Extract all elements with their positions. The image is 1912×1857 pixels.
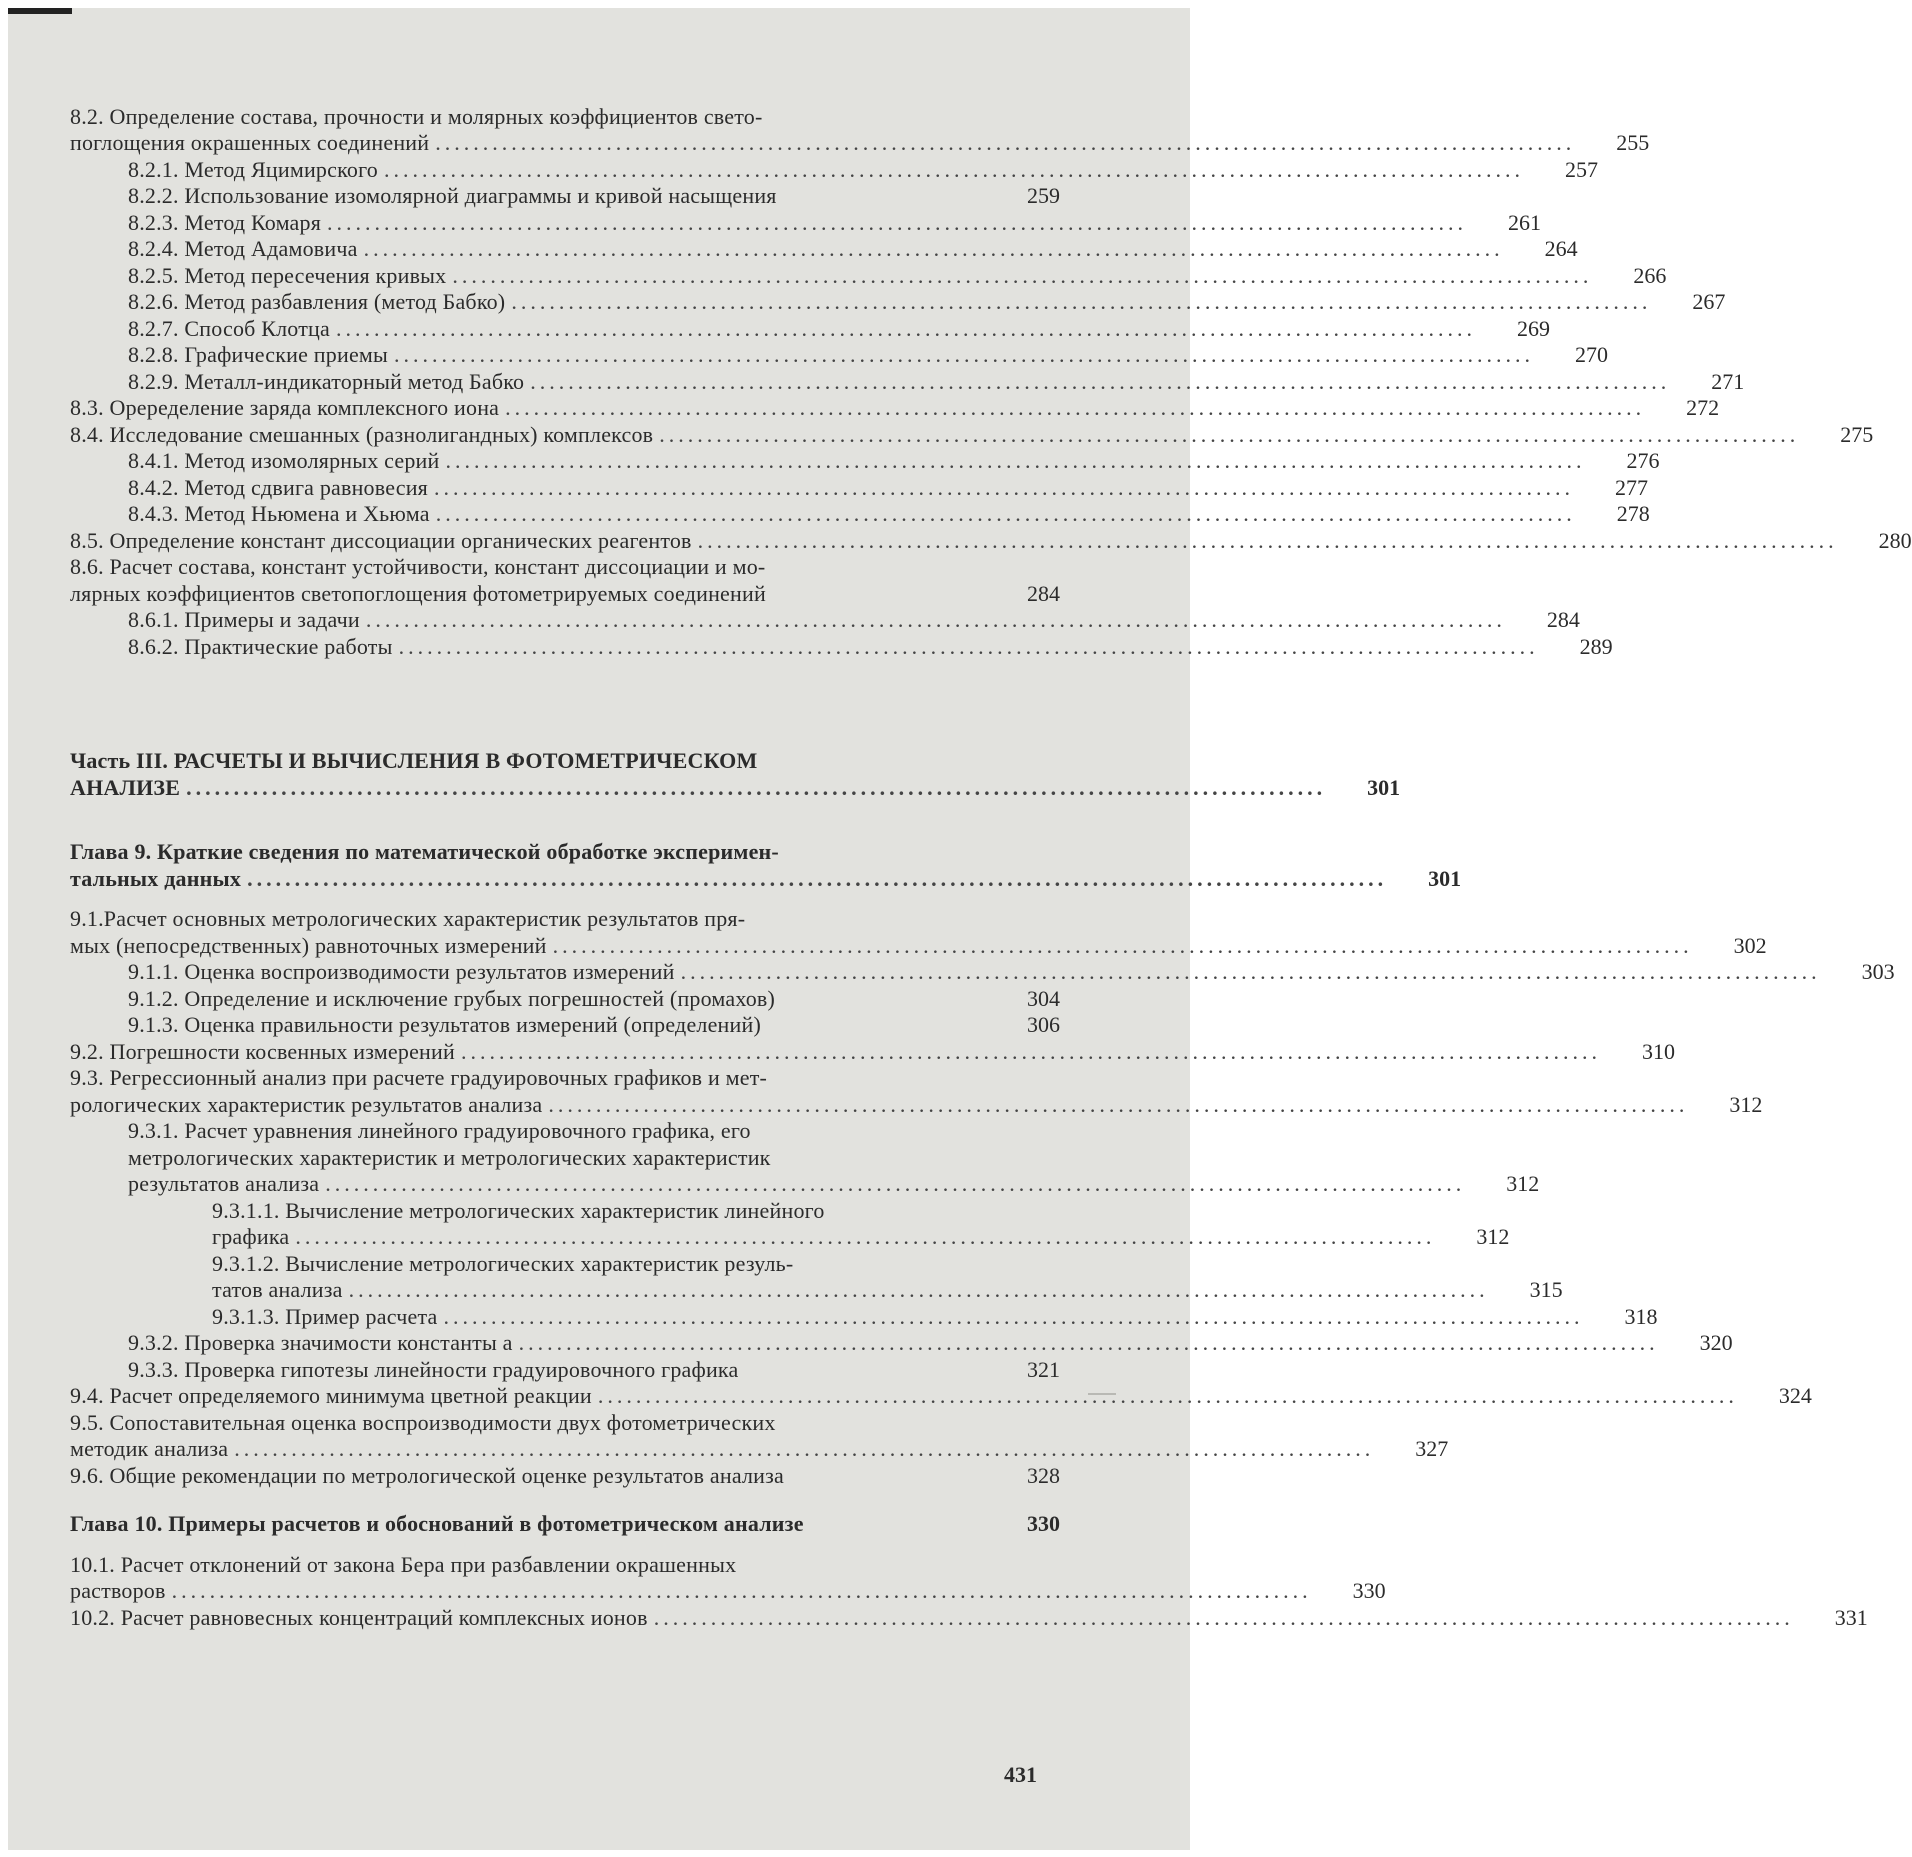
- toc-entry: [70, 1118, 1060, 1145]
- toc-entry: [70, 1604, 1868, 1631]
- toc-entry: [70, 1277, 1563, 1304]
- toc-page-number: 278: [1616, 501, 1650, 526]
- toc-page-number: 306: [1027, 1012, 1060, 1037]
- toc-entry-title: 9.6. Общие рекомендации по метрологической оценке результатов анализа: [70, 1462, 785, 1488]
- toc-entry: [70, 748, 1060, 775]
- toc-entry-title: метрологических характеристик и метрологических характеристик: [128, 1144, 771, 1170]
- toc-dot-leader: ........................................................................................................................: [680, 959, 1821, 984]
- toc-entry-title: поглощения окрашенных соединений: [70, 130, 430, 155]
- toc-dot-leader: ........................................................................................................................: [171, 1578, 1312, 1603]
- toc-entry: [70, 959, 1895, 986]
- toc-entry: [70, 1303, 1658, 1330]
- toc-entry-title: 9.3.1.2. Вычисление метрологических характеристик резуль-: [212, 1250, 794, 1276]
- toc-entry-title: 9.5. Сопоставительная оценка воспроизводимости двух фотометрических: [70, 1409, 776, 1435]
- toc-entry-title: 8.2.2. Использование изомолярной диаграммы и кривой насыщения: [128, 183, 777, 208]
- toc-dot-leader: ........................................................................................................................: [327, 209, 1468, 235]
- toc-entry: [70, 633, 1613, 660]
- toc-dot-leader: ........................................................................................................................: [511, 289, 1652, 314]
- toc-entry: [70, 1462, 1060, 1489]
- toc-entry-title: 8.2.4. Метод Адамовича: [128, 236, 358, 261]
- toc-page-number: 271: [1711, 368, 1745, 394]
- toc-entry-title: татов анализа: [212, 1277, 343, 1302]
- toc-page-number: 266: [1633, 262, 1667, 288]
- toc-entry-title: 10.1. Расчет отклонений от закона Бера при разбавлении окрашенных: [70, 1551, 737, 1577]
- toc-entry-title: 9.1.Расчет основных метрологических характеристик результатов пря-: [70, 906, 746, 931]
- toc-entry-title: 8.4.2. Метод сдвига равновесия: [128, 474, 428, 500]
- toc-page-number: 301: [1367, 774, 1401, 800]
- toc-entry-title: Глава 10. Примеры расчетов и обоснований в фотометрическом анализе: [70, 1511, 804, 1536]
- toc-page-number: 304: [1027, 985, 1060, 1011]
- toc-entry-title: методик анализа: [70, 1436, 229, 1461]
- toc-entry: [70, 839, 1060, 866]
- toc-dot-leader: ........................................................................................................................: [398, 633, 1539, 659]
- toc-entry-title: 9.1.2. Определение и исключение грубых погрешностей (промахов): [128, 985, 776, 1011]
- section-gap: [70, 801, 1060, 839]
- toc-dot-leader: ........................................................................................................................: [247, 865, 1388, 891]
- toc-entry-title: 9.3.1.3. Пример расчета: [212, 1303, 438, 1329]
- toc-entry-title: 8.6.1. Примеры и задачи: [128, 607, 360, 632]
- toc-dot-leader: ........................................................................................................................: [548, 1091, 1689, 1117]
- toc-entry-title: 8.2. Определение состава, прочности и молярных коэффициентов свето-: [70, 103, 763, 129]
- toc-page-number: 301: [1428, 865, 1462, 891]
- toc-entry-title: 8.4.1. Метод изомолярных серий: [128, 448, 440, 473]
- toc-dot-leader: ........................................................................................................................: [394, 342, 1535, 367]
- toc-entry-title: 9.1.3. Оценка правильности результатов измерений (определений): [128, 1012, 762, 1037]
- toc-page-number: 312: [1506, 1171, 1540, 1196]
- toc-entry: [70, 580, 1060, 607]
- toc-dot-leader: ........................................................................................................................: [518, 1330, 1659, 1355]
- toc-page-number: 257: [1564, 156, 1598, 182]
- toc-dot-leader: ........................................................................................................................: [530, 368, 1671, 394]
- toc-page-number: 264: [1544, 236, 1578, 261]
- toc-page-number: 331: [1834, 1604, 1868, 1630]
- toc-entry-title: 8.6.2. Практические работы: [128, 633, 393, 659]
- toc-dot-leader: ........................................................................................................................: [460, 1038, 1601, 1064]
- toc-page-number: 277: [1614, 474, 1648, 500]
- toc-entry-title: мых (непосредственных) равноточных измерений: [70, 932, 547, 958]
- toc-entry: [70, 607, 1580, 634]
- toc-entry: [70, 342, 1609, 369]
- toc-entry: [70, 1409, 1060, 1436]
- toc-entry: [70, 1038, 1675, 1065]
- toc-dot-leader: ........................................................................................................................: [505, 395, 1646, 420]
- toc-entry: [70, 1144, 1060, 1171]
- toc-entry-title: 8.5. Определение констант диссоциации органических реагентов: [70, 527, 692, 553]
- toc-entry: [70, 1091, 1763, 1118]
- toc-entry: [70, 1551, 1060, 1578]
- toc-entry: [70, 1224, 1510, 1251]
- toc-entry: [70, 395, 1720, 422]
- toc-entry: [70, 103, 1060, 130]
- toc-dot-leader: ........................................................................................................................: [445, 448, 1586, 473]
- toc-page-number: 324: [1778, 1383, 1812, 1408]
- toc-entry-title: 8.2.5. Метод пересечения кривых: [128, 262, 447, 288]
- toc-page-number: 267: [1692, 289, 1726, 314]
- toc-entry-title: 9.3.2. Проверка значимости константы a: [128, 1330, 513, 1355]
- toc-entry: [70, 1356, 1060, 1383]
- toc-entry-title: 8.6. Расчет состава, констант устойчивости, констант диссоциации и мо-: [70, 554, 766, 579]
- toc-dot-leader: ........................................................................................................................: [653, 1604, 1794, 1630]
- toc-page-number: 321: [1027, 1356, 1060, 1382]
- toc-dot-leader: ........................................................................................................................: [552, 932, 1693, 958]
- toc-page-number: 320: [1699, 1330, 1733, 1355]
- toc-entry-title: 9.3. Регрессионный анализ при расчете градуировочных графиков и мет-: [70, 1065, 768, 1090]
- toc-entry: [70, 421, 1874, 448]
- toc-entry: [70, 474, 1648, 501]
- toc-entry: [70, 501, 1650, 528]
- toc-page-number: 284: [1027, 580, 1060, 606]
- toc-entry-title: 8.2.8. Графические приемы: [128, 342, 389, 367]
- toc-entry: [70, 774, 1401, 801]
- toc-entry-title: 9.1.1. Оценка воспроизводимости результатов измерений: [128, 959, 675, 984]
- toc-entry: [70, 1436, 1449, 1463]
- toc-entry: [70, 985, 1060, 1012]
- toc-entry-title: 8.2.3. Метод Комаря: [128, 209, 322, 235]
- toc-entry-title: рологических характеристик результатов анализа: [70, 1091, 543, 1117]
- toc-page-number: 312: [1476, 1224, 1510, 1249]
- toc-dot-leader: ........................................................................................................................: [433, 474, 1574, 500]
- toc-entry: [70, 262, 1667, 289]
- toc-page-number: 259: [1027, 183, 1060, 208]
- toc-entry-title: растворов: [70, 1578, 166, 1603]
- section-gap: [70, 1489, 1060, 1511]
- toc-page-number: 284: [1546, 607, 1580, 632]
- toc-dot-leader: ........................................................................................................................: [295, 1224, 1436, 1249]
- toc-entry: [70, 1065, 1060, 1092]
- page-number: 431: [1004, 1762, 1037, 1787]
- toc-entry-title: 9.4. Расчет определяемого минимума цветной реакции: [70, 1383, 592, 1408]
- toc-entry-title: 8.3. Ореределение заряда комплексного иона: [70, 395, 500, 420]
- toc-page-number: 269: [1516, 315, 1550, 341]
- toc-entry: [70, 1197, 1060, 1224]
- scan-corner-mark: [8, 8, 72, 14]
- toc-entry: [70, 554, 1060, 581]
- section-gap: [70, 892, 1060, 906]
- toc-entry: [70, 209, 1542, 236]
- toc-entry: [70, 156, 1598, 183]
- toc-page-number: 255: [1616, 130, 1650, 155]
- toc-page-number: 318: [1624, 1303, 1658, 1329]
- toc-entry: [70, 1330, 1733, 1357]
- section-gap: [70, 1537, 1060, 1551]
- toc-page-number: 330: [1027, 1511, 1060, 1536]
- toc-dot-leader: ........................................................................................................................: [452, 262, 1593, 288]
- toc-entry-title: 8.2.6. Метод разбавления (метод Бабко): [128, 289, 506, 314]
- toc-dot-leader: ........................................................................................................................: [348, 1277, 1489, 1302]
- toc-entry: [70, 1012, 1060, 1039]
- toc-entry: [70, 906, 1060, 933]
- toc-dot-leader: ........................................................................................................................: [234, 1436, 1375, 1461]
- toc-entry: [70, 315, 1550, 342]
- table-of-contents: [70, 103, 1912, 1631]
- toc-dot-leader: ........................................................................................................................: [335, 315, 1476, 341]
- toc-entry-title: лярных коэффициентов светопоглощения фотометрируемых соединений: [70, 580, 766, 606]
- toc-entry: [70, 289, 1726, 316]
- toc-entry: [70, 1250, 1060, 1277]
- toc-page-number: 276: [1626, 448, 1660, 473]
- toc-dot-leader: ........................................................................................................................: [383, 156, 1524, 182]
- toc-entry-title: графика: [212, 1224, 290, 1249]
- toc-page-number: 302: [1733, 932, 1767, 958]
- toc-page-number: 315: [1529, 1277, 1563, 1302]
- toc-entry: [70, 236, 1578, 263]
- toc-entry: [70, 1511, 1060, 1538]
- toc-entry: [70, 183, 1060, 210]
- toc-entry: [70, 1578, 1386, 1605]
- toc-entry: [70, 932, 1767, 959]
- toc-entry-title: тальных данных: [70, 865, 242, 891]
- toc-entry: [70, 368, 1745, 395]
- toc-entry: [70, 865, 1462, 892]
- toc-entry-title: 8.2.1. Метод Яцимирского: [128, 156, 378, 182]
- toc-entry: [70, 448, 1660, 475]
- toc-entry: [70, 527, 1912, 554]
- section-gap: [70, 660, 1060, 748]
- toc-page-number: 272: [1686, 395, 1720, 420]
- toc-entry-title: 8.4.3. Метод Ньюмена и Хьюма: [128, 501, 430, 526]
- toc-dot-leader: ........................................................................................................................: [659, 421, 1800, 447]
- toc-dot-leader: ........................................................................................................................: [365, 607, 1506, 632]
- toc-page-number: 275: [1840, 421, 1874, 447]
- toc-dot-leader: ........................................................................................................................: [435, 501, 1576, 526]
- toc-dot-leader: ........................................................................................................................: [186, 774, 1327, 800]
- toc-page-number: 289: [1579, 633, 1613, 659]
- toc-entry-title: 8.2.9. Металл-индикаторный метод Бабко: [128, 368, 525, 394]
- toc-page-number: 330: [1352, 1578, 1386, 1603]
- toc-page-number: 327: [1415, 1436, 1449, 1461]
- toc-dot-leader: ........................................................................................................................: [325, 1171, 1466, 1196]
- toc-page-number: 312: [1729, 1091, 1763, 1117]
- toc-entry-title: АНАЛИЗЕ: [70, 774, 181, 800]
- toc-dot-leader: ........................................................................................................................: [697, 527, 1838, 553]
- toc-entry: [70, 130, 1650, 157]
- toc-dot-leader: ........................................................................................................................: [597, 1383, 1738, 1408]
- toc-dot-leader: ........................................................................................................................: [363, 236, 1504, 261]
- toc-entry-title: Часть III. РАСЧЕТЫ И ВЫЧИСЛЕНИЯ В ФОТОМЕТРИЧЕСКОМ: [70, 748, 758, 773]
- toc-entry-title: Глава 9. Краткие сведения по математической обработке эксперимен-: [70, 839, 779, 864]
- toc-page-number: 280: [1878, 527, 1912, 553]
- toc-dot-leader: ........................................................................................................................: [443, 1303, 1584, 1329]
- toc-entry-title: 9.3.1.1. Вычисление метрологических характеристик линейного: [212, 1197, 825, 1223]
- toc-page-number: 310: [1641, 1038, 1675, 1064]
- toc-entry: [70, 1383, 1812, 1410]
- toc-entry-title: 10.2. Расчет равновесных концентраций комплексных ионов: [70, 1604, 648, 1630]
- toc-page-number: 270: [1575, 342, 1609, 367]
- toc-entry-title: 9.3.3. Проверка гипотезы линейности градуировочного графика: [128, 1356, 739, 1382]
- toc-entry-title: 9.3.1. Расчет уравнения линейного градуировочного графика, его: [128, 1118, 751, 1143]
- toc-entry-title: 8.4. Исследование смешанных (разнолигандных) комплексов: [70, 421, 654, 447]
- toc-dot-leader: ........................................................................................................................: [435, 130, 1576, 155]
- toc-page-number: 303: [1861, 959, 1895, 984]
- toc-entry-title: 8.2.7. Способ Клотца: [128, 315, 330, 341]
- toc-page-number: 261: [1508, 209, 1542, 235]
- toc-entry: [70, 1171, 1540, 1198]
- toc-page-number: 328: [1027, 1462, 1060, 1488]
- toc-entry-title: результатов анализа: [128, 1171, 320, 1196]
- toc-entry-title: 9.2. Погрешности косвенных измерений: [70, 1038, 455, 1064]
